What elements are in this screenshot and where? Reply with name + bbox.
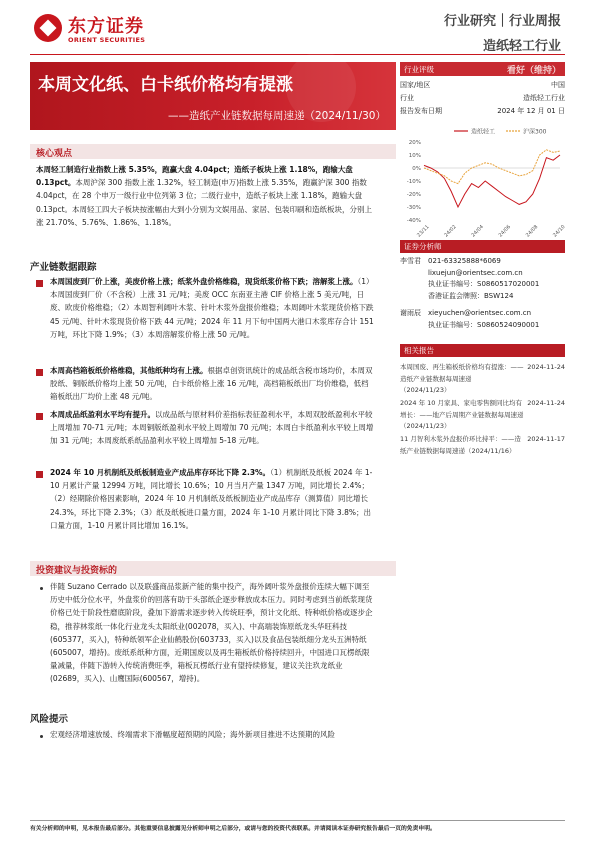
info-row: 报告发布日期 2024 年 12 月 01 日 — [400, 107, 565, 115]
analyst-phone: 021-63325888*6069 — [428, 257, 501, 265]
footer-disclaimer: 有关分析师的申明，见本报告最后部分。其他重要信息披露见分析师申明之后部分，或请与您的投资代表联系。并请阅读本证券研究报告最后一页的免责申明。 — [30, 826, 436, 832]
industry-rating — [400, 62, 565, 76]
bullet-icon — [36, 413, 43, 420]
analyst-license: 执业证书编号：S0860524090001 — [428, 320, 540, 329]
industry-name: 造纸轻工行业 — [482, 39, 561, 54]
company-name-en: ORIENT SECURITIES — [68, 36, 146, 44]
bullet-dot-icon — [40, 587, 43, 590]
legend-label: 造纸轻工 — [471, 128, 496, 136]
info-row: 行业 造纸轻工行业 — [400, 94, 565, 102]
company-logo — [34, 12, 174, 48]
header-divider — [30, 54, 565, 55]
related-date: 2024-11-24 — [527, 363, 565, 371]
y-tick-label: 20% — [408, 140, 421, 146]
title-banner — [30, 62, 396, 130]
y-tick-label: -20% — [406, 192, 421, 198]
bullet-icon — [36, 280, 43, 287]
report-title: 本周文化纸、白卡纸价格均有提涨 — [38, 75, 293, 95]
related-report[interactable]: 2024 年 10 月家具、家电零售额同比均有 增长：——地产后周期产业链数据每周速递 （2024/11/23） 2024-11-24 — [400, 399, 565, 430]
core-detail: 本周沪深 300 指数上涨 1.32%，轻工制造(申万)指数上涨 5.35%，跑赢沪深 300 指数 4.04pct，在 28 个申万一级行业中位列第 3 位；二级行业中，造纸子板块上涨 1.18%，跑输大盘 0.13pct。本周轻工四大子板块按涨幅由大到小分别为文娱用品、家居、包装印刷和造纸板块，分别上涨 21.70%、5.76%、1.86%、1.18%。 — [36, 178, 373, 227]
section-chain: 产业链数据跟踪 — [30, 262, 97, 273]
bullet-icon — [36, 471, 43, 478]
analyst-email[interactable]: xieyuchen@orientsec.com.cn — [428, 309, 532, 317]
performance-chart — [400, 124, 567, 239]
series-line — [424, 155, 560, 207]
chain-item: 本周高档箱板纸价格维稳，其他纸种均有上涨。根据卓创资讯统计的成品纸含税市场均价，本周双胶纸、铜版纸价格均上涨 50 元/吨，白卡纸价格上涨 16 元/吨，高档箱板纸出厂均价维稳，低档箱板纸出厂均价上涨 48 元/吨。 — [50, 366, 373, 402]
company-name-cn: 东方证券 — [68, 16, 144, 37]
core-paragraph — [36, 163, 374, 229]
analyst-card — [400, 308, 565, 332]
rating-value: 看好（维持） — [506, 66, 561, 76]
chain-item: 2024 年 10 月机制纸及纸板制造业产成品库存环比下降 2.3%。（1）机制纸及纸板 2024 年 1-10 月累计产量 12994 万吨，同比增长 10.6%；10 月当月产量 1347 万吨，同比增长 2.4%；（2）经期除价格因素影响，2024 年 10 月机制纸及纸板制造业产成品库存（测算值）同比增长 24.3%，环比下降 2.3%；（3）纸及纸板进口量方面，2024 年 1-10 月累计同比下降 3.8%；出口量方面，1-10 月累计同比增加 16.1%。 — [50, 468, 373, 530]
x-tick-label: 24/02 — [443, 224, 458, 239]
section-core: 核心观点 — [30, 144, 396, 159]
report-subtitle: ——造纸产业链数据每周速递（2024/11/30） — [167, 110, 386, 122]
analysts-block — [400, 256, 565, 332]
analyst-name: 李雪君 — [400, 257, 421, 265]
x-tick-label: 24/10 — [552, 224, 567, 239]
analyst-email[interactable]: lixuejun@orientsec.com.cn — [428, 268, 523, 277]
rating-label: 行业评级 — [404, 65, 434, 74]
advice-paragraph: 伴随 Suzano Cerrado 以及联盛商品浆新产能的集中投产，海外阔叶浆外盘报价连续大幅下调至历史中低分位水平，外盘浆价的回落有助于头部纸企逐步释放成本压力。同时考虑到当前纸浆现货价格已处于阶段性磨底阶段，叠加下游需求逐步转入传统旺季，预计文化纸、特种纸价格或逐步企稳，推荐林浆纸一体化行业龙头太阳纸业(002078，买入)、中高端装饰原纸龙头华旺科技(605377，买入)，特种纸领军企业仙鹤股份(603733，买入)以及食品包装纸细分龙头五洲特纸(605007，增持)。废纸系纸种方面，近期国废以及再生箱板纸价格持续回升，中国进口瓦楞纸限量减量，伴随下游转入传统消费旺季，箱板瓦楞纸行业有望持续修复，建议关注玖龙纸业(02689，买入)、山鹰国际(600567，增持)。 — [50, 582, 373, 684]
analyst-license: 执业证书编号：S0860517020001 — [428, 280, 540, 288]
info-table — [400, 80, 565, 120]
performance-chart-svg — [400, 124, 567, 239]
report-type: 行业研究｜行业周报 — [443, 14, 561, 29]
risk-paragraph: 宏观经济增速放缓、终端需求下滑幅度超预期的风险；海外新项目推进不达预期的风险 — [50, 730, 335, 739]
analyst-hk-license: 香港证监会牌照：BSW124 — [428, 291, 514, 300]
related-date: 2024-11-17 — [527, 435, 565, 443]
info-row: 国家/地区 中国 — [400, 81, 565, 89]
section-risk: 风险提示 — [30, 714, 69, 725]
chain-item: 本周国废到厂价上涨，美废价格上涨；纸浆外盘价格维稳，现货纸浆价格下跌；溶解浆上涨。（1）本周国废到厂价（不含税）上涨 31 元/吨；美废 OCC 东南亚主港 CIF 价格上涨 5 美元/吨，日废、欧废价格维稳；（2）本周智利阔叶木浆、针叶木浆外盘报价维稳；本周阔叶木浆现货价格下跌 45 元/吨、针叶木浆现货价格下跌 44 元/吨；2024 年 11 月下旬中国两大港口木浆库存合计 151 万吨，环比下降 1.9%；（3）本周溶解浆价格上涨 50 元/吨。 — [50, 277, 374, 339]
y-tick-label: 10% — [408, 153, 421, 159]
related-report[interactable]: 本周国废、再生箱板纸价格均有提涨：—— 造纸产业链数据每周速递 （2024/11/23） 2024-11-24 — [400, 363, 565, 394]
y-tick-label: -40% — [406, 218, 421, 224]
bullet-dot-icon — [40, 735, 43, 738]
x-tick-label: 24/04 — [470, 224, 485, 239]
report-category — [444, 10, 561, 54]
analyst-card — [400, 256, 565, 304]
x-tick-label: 24/08 — [524, 224, 540, 239]
y-tick-label: -10% — [406, 179, 421, 185]
chain-item: 本周成品纸盈利水平均有提升。以成品纸与原材料价差指标表征盈利水平，本周双胶纸盈利水平较上周增加 70-71 元/吨；本周铜版纸盈利水平较上周增加 70 元/吨；本周白卡纸盈利水平较上周增加 31 元/吨；本周废纸系纸品盈利水平较上周增加 5-18 元/吨。 — [50, 410, 374, 446]
related-report[interactable]: 11 月智利木浆外盘报价环比持平：——造 纸产业链数据每周速递（2024/11/16） 2024-11-17 — [400, 435, 565, 455]
bullet-icon — [36, 369, 43, 376]
x-tick-label: 23/11 — [416, 224, 431, 239]
analyst-name: 谢雨辰 — [400, 309, 421, 317]
y-tick-label: 0% — [412, 166, 421, 172]
core-highlight: 本周轻工制造行业指数上涨 5.35%，跑赢大盘 4.04pct；造纸子板块上涨 1.18%，跑输大盘 0.13pct。 — [36, 165, 353, 188]
y-tick-label: -30% — [406, 205, 421, 211]
section-advice: 投资建议与投资标的 — [30, 561, 396, 576]
footer-divider — [30, 820, 565, 821]
related-date: 2024-11-24 — [527, 399, 565, 407]
related-header: 相关报告 — [400, 344, 565, 357]
analysts-header: 证券分析师 — [400, 240, 565, 253]
x-tick-label: 24/06 — [497, 224, 513, 239]
logo-mark-icon — [34, 14, 62, 42]
legend-label: 沪深300 — [523, 128, 547, 136]
